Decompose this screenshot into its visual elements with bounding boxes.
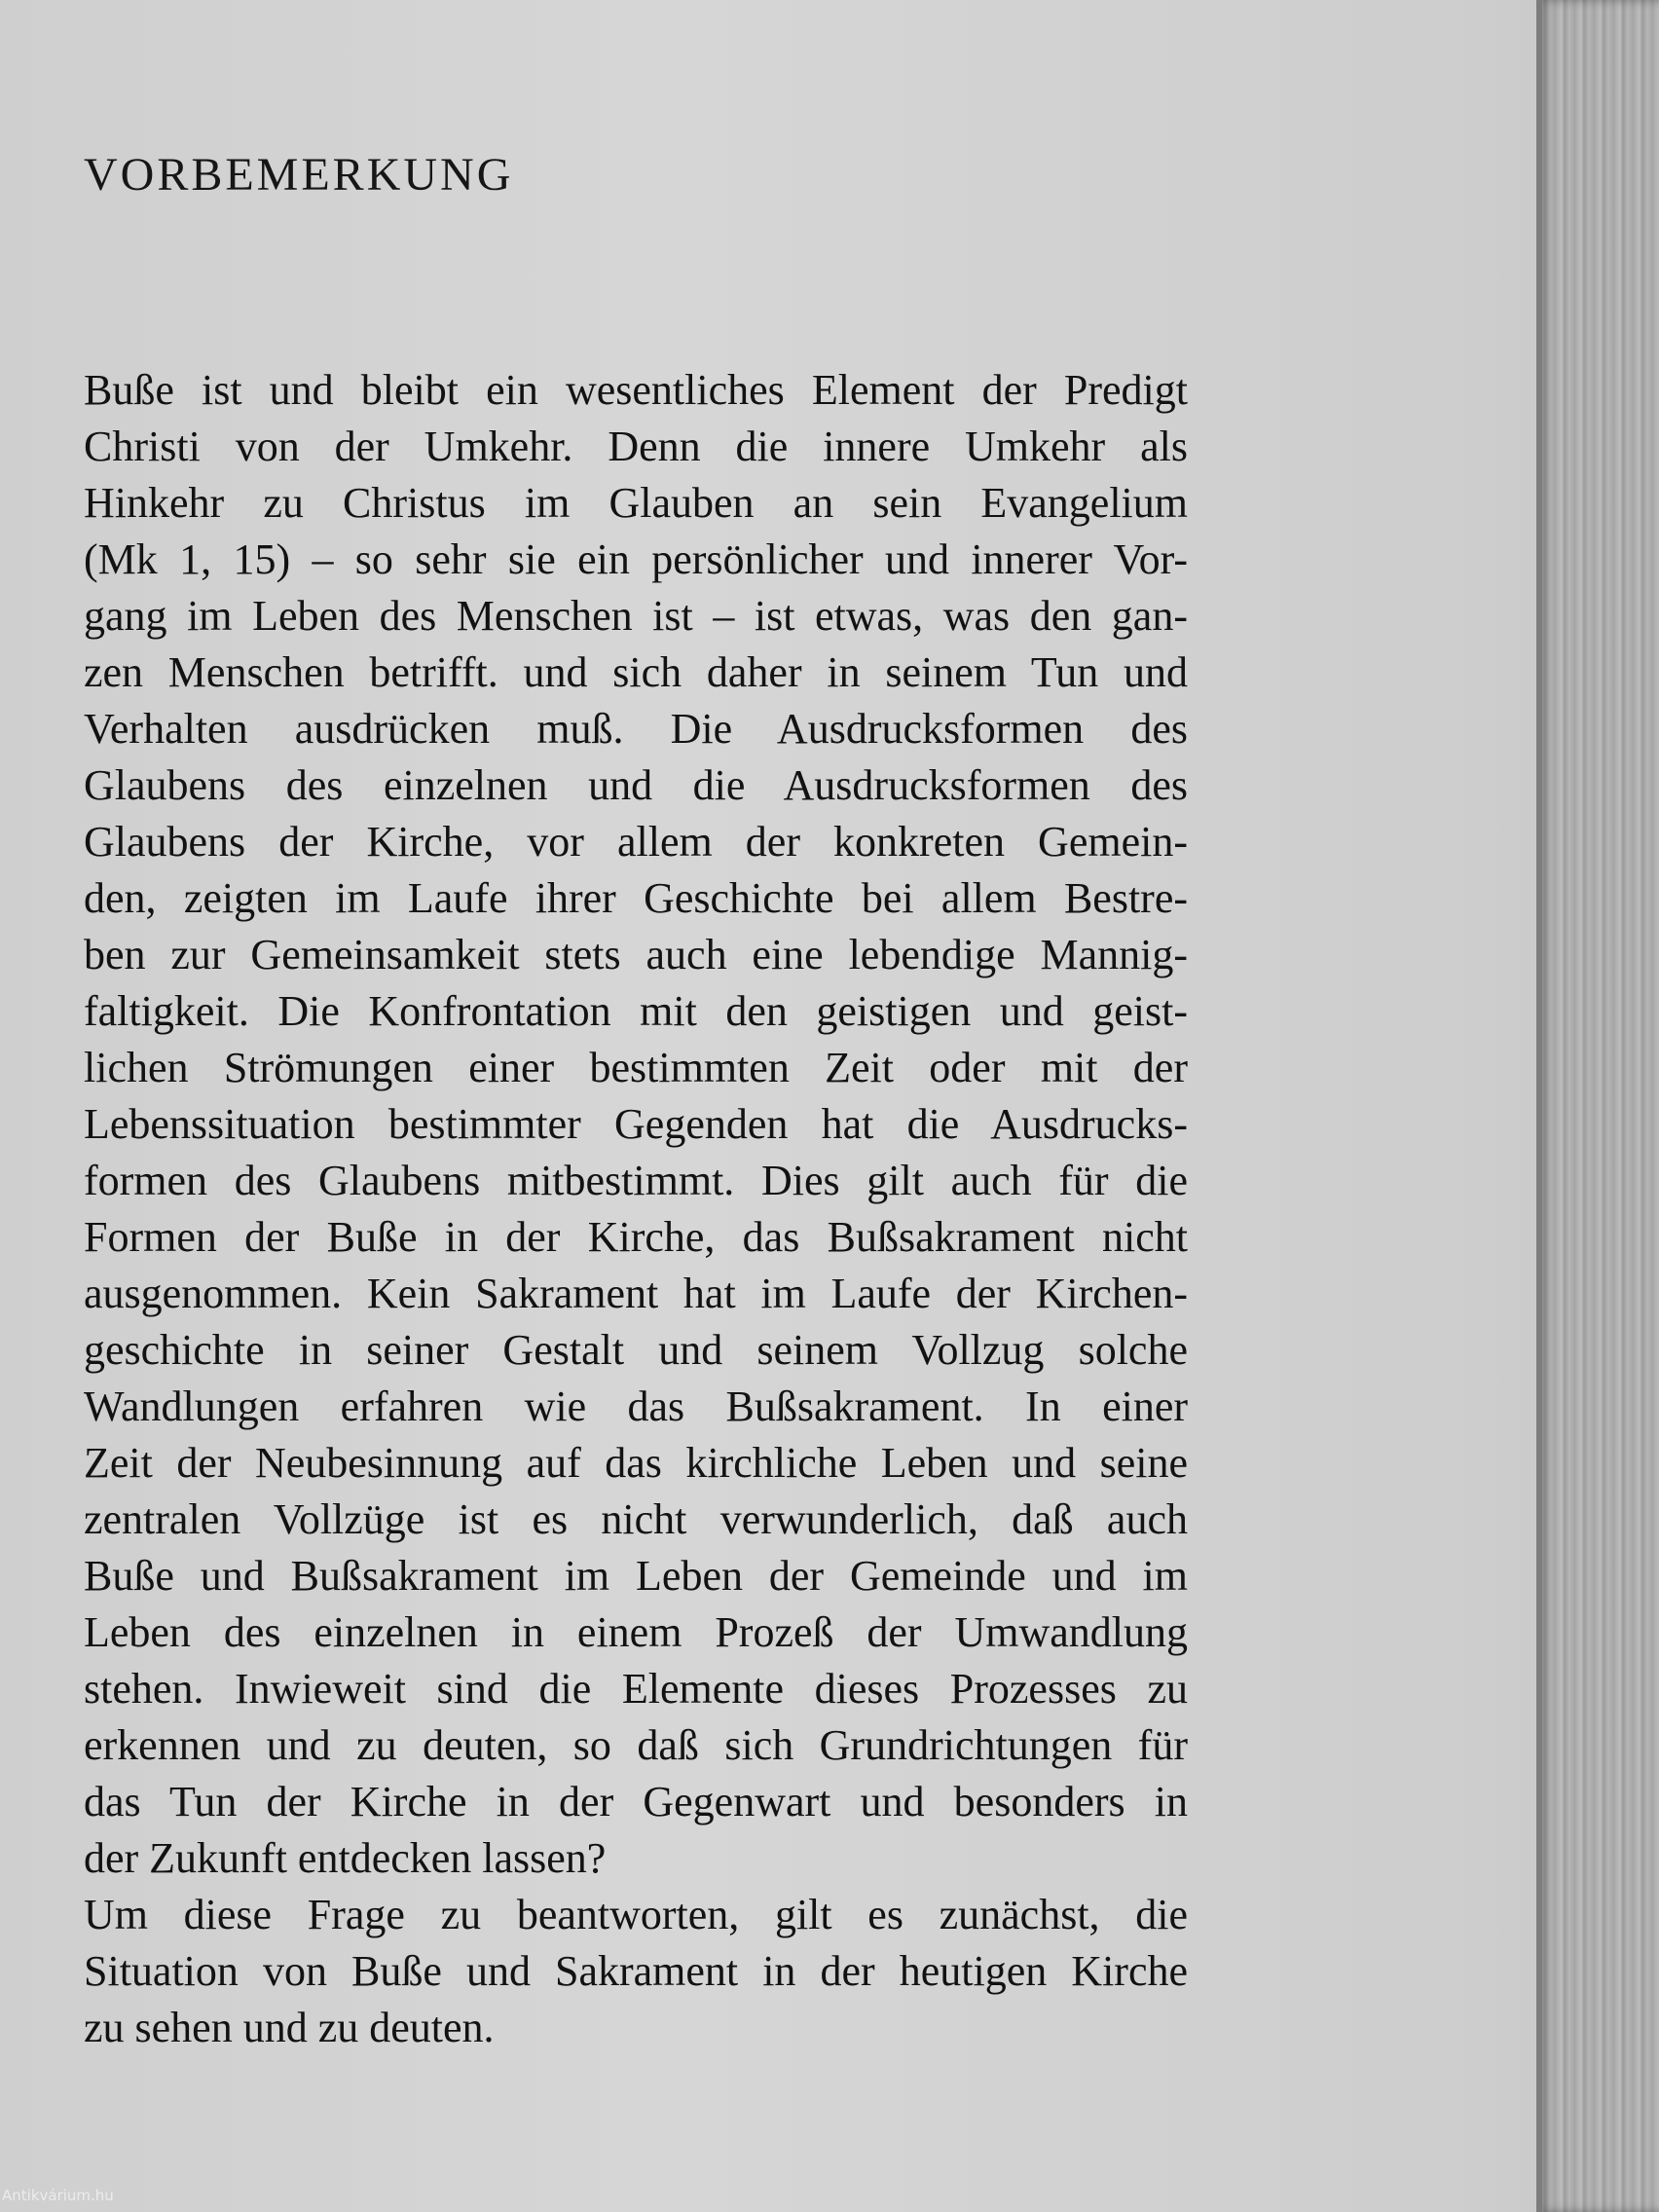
text-line: ausgenommen. Kein Sakrament hat im Laufe der Kirchen- [84,1270,1188,1317]
text-line: Verhalten ausdrücken muß. Die Ausdrucksformen des [84,705,1188,753]
text-line: das Tun der Kirche in der Gegenwart und besonders in [84,1778,1188,1825]
text-line: Um diese Frage zu beantworten, gilt es zunächst, die [84,1891,1188,1938]
watermark: Antikvárium.hu [2,2187,114,2204]
page-heading: VORBEMERKUNG [84,149,514,201]
text-line: erkennen und zu deuten, so daß sich Grundrichtungen für [84,1721,1188,1769]
text-line: Leben des einzelnen in einem Prozeß der Umwandlung [84,1608,1188,1656]
text-line: stehen. Inwieweit sind die Elemente dieses Prozesses zu [84,1665,1188,1713]
text-line: den, zeigten im Laufe ihrer Geschichte bei allem Bestre- [84,874,1188,922]
text-line: Christi von der Umkehr. Denn die innere Umkehr als [84,423,1188,470]
text-line: (Mk 1, 15) – so sehr sie ein persönlicher und innerer Vor- [84,535,1188,583]
text-line: Glaubens der Kirche, vor allem der konkreten Gemein- [84,818,1188,866]
text-line: Wandlungen erfahren wie das Bußsakrament. In einer [84,1382,1188,1430]
text-line: Situation von Buße und Sakrament in der heutigen Kirche [84,1947,1188,1995]
text-line: zen Menschen betrifft. und sich daher in seinem Tun und [84,648,1188,696]
text-line: zu sehen und zu deuten. [84,2004,495,2051]
text-line: Buße und Bußsakrament im Leben der Gemeinde und im [84,1552,1188,1600]
text-line: gang im Leben des Menschen ist – ist etwas, was den gan- [84,592,1188,640]
text-line: Hinkehr zu Christus im Glauben an sein Evangelium [84,479,1188,527]
text-line: Buße ist und bleibt ein wesentliches Element der Predigt [84,366,1188,414]
text-line: zentralen Vollzüge ist es nicht verwunderlich, daß auch [84,1495,1188,1543]
text-line: Lebenssituation bestimmter Gegenden hat die Ausdrucks- [84,1100,1188,1148]
text-line: Zeit der Neubesinnung auf das kirchliche Leben und seine [84,1439,1188,1487]
text-line: geschichte in seiner Gestalt und seinem Vollzug solche [84,1326,1188,1374]
body-text [84,362,1188,2056]
text-line: faltigkeit. Die Konfrontation mit den geistigen und geist- [84,987,1188,1035]
text-line: ben zur Gemeinsamkeit stets auch eine lebendige Mannig- [84,931,1188,978]
text-line: Formen der Buße in der Kirche, das Bußsakrament nicht [84,1213,1188,1261]
text-line: lichen Strömungen einer bestimmten Zeit oder mit der [84,1044,1188,1091]
text-line: Glaubens des einzelnen und die Ausdrucksformen des [84,761,1188,809]
text-line: formen des Glaubens mitbestimmt. Dies gilt auch für die [84,1157,1188,1204]
text-line: der Zukunft entdecken lassen? [84,1834,607,1882]
book-page-edges [1536,0,1659,2212]
